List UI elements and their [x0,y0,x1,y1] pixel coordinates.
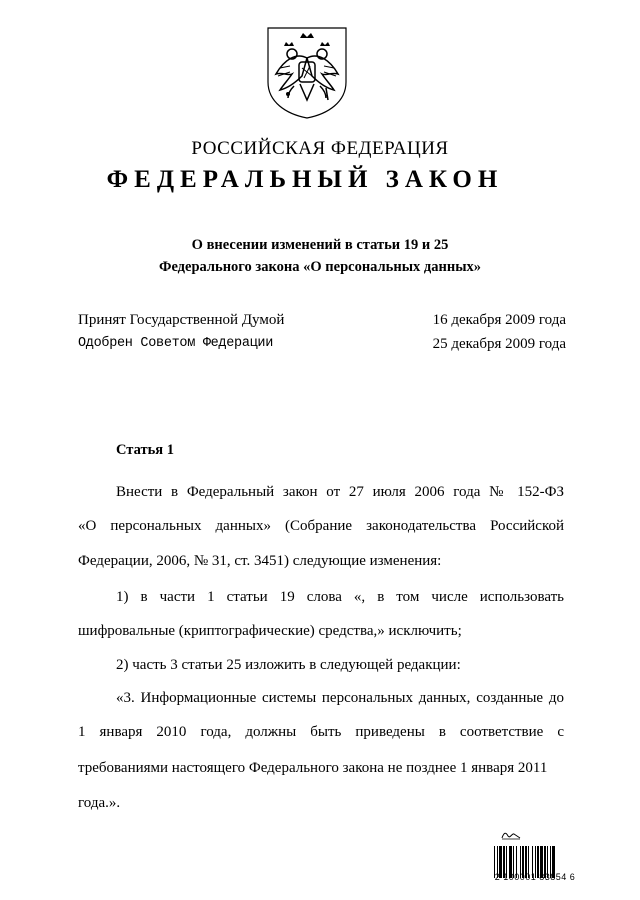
body-text-line: требованиями настоящего Федерального закона не позднее 1 января 2011 [78,760,548,776]
body-text-line: года.». [78,795,121,811]
body-text-line: 1 января 2010 года, должны быть приведены в соответствие с [78,724,564,740]
state-emblem-icon [262,24,352,120]
adoption-date: 25 декабря 2009 года [432,336,566,352]
body-text-line: «3. Информационные системы персональных данных, созданные до [116,690,564,706]
body-text-line: Внести в Федеральный закон от 27 июля 2006 года № 152-ФЗ [116,484,564,500]
adoption-label: Принят Государственной Думой [78,312,285,328]
body-text-line: 2) часть 3 статьи 25 изложить в следующей редакции: [116,657,461,673]
law-title-line-1: О внесении изменений в статьи 19 и 25 [191,237,449,253]
body-text-line: «О персональных данных» (Собрание законодательства Российской [78,518,564,534]
barcode-number: 2 100001 83854 6 [494,872,576,882]
body-text-line: Федерации, 2006, № 31, ст. 3451) следующие изменения: [78,553,442,569]
body-text-line: шифровальные (криптографические) средства,» исключить; [78,623,462,639]
law-type-heading: ФЕДЕРАЛЬНЫЙ ЗАКОН [106,166,504,193]
law-title-line-2: Федерального закона «О персональных данных» [158,259,482,275]
article-heading: Статья 1 [116,442,174,458]
adoption-label: Одобрен Советом Федерации [78,336,274,351]
country-name: РОССИЙСКАЯ ФЕДЕРАЦИЯ [191,138,449,159]
adoption-date: 16 декабря 2009 года [432,312,566,328]
body-text-line: 1) в части 1 статьи 19 слова «, в том числе использовать [116,589,564,605]
